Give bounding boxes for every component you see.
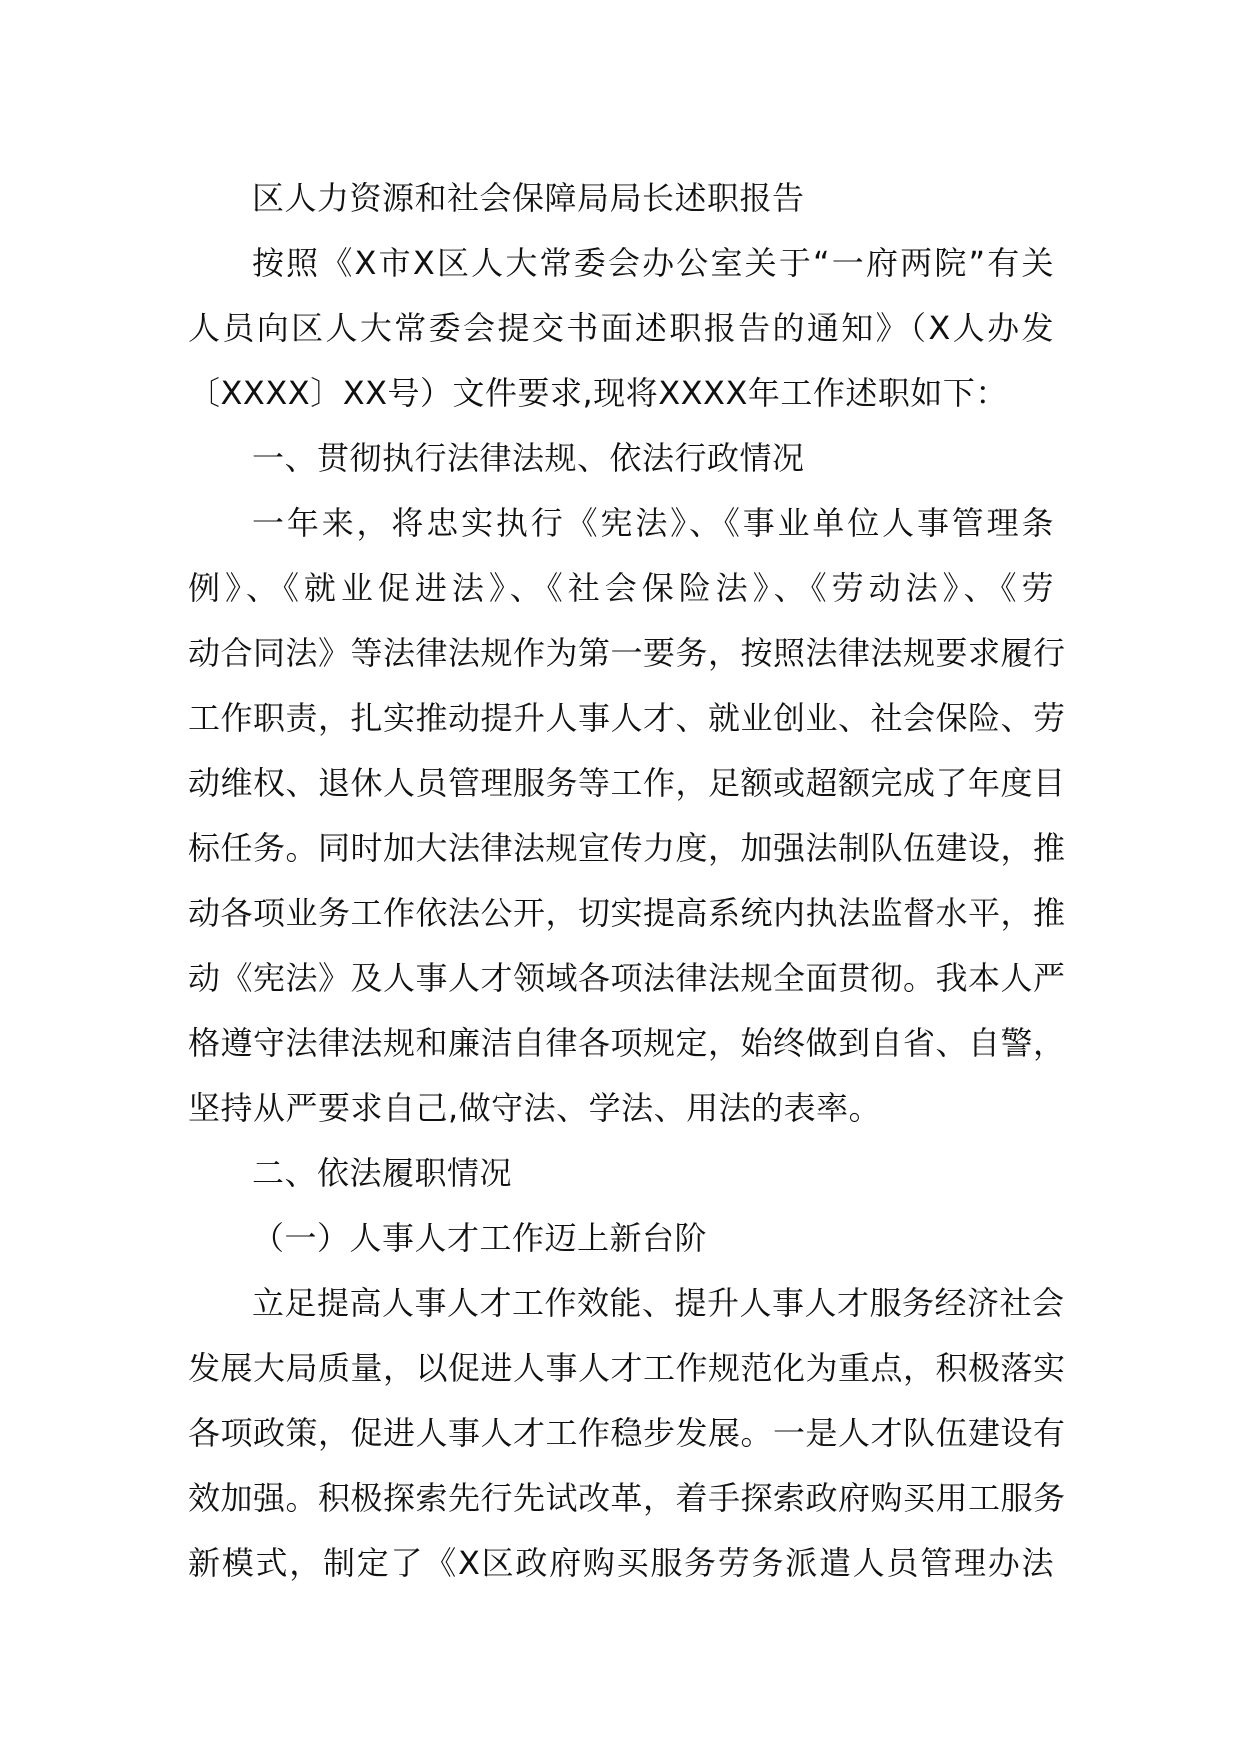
text-line: 格遵守法律法规和廉洁自律各项规定，始终做到自省、自警，	[188, 1024, 1066, 1062]
text-line: 例》、《就业促进法》、《社会保险法》、《劳动法》、《劳	[188, 569, 1054, 607]
text-line: 各项政策，促进人事人才工作稳步发展。一是人才队伍建设有	[188, 1414, 1066, 1452]
text-line: 一年来，将忠实执行《宪法》、《事业单位人事管理条	[252, 504, 1054, 542]
text-line: 动《宪法》及人事人才领域各项法律法规全面贯彻。我本人严	[188, 959, 1066, 997]
text-line: 按照《X市X区人大常委会办公室关于“一府两院”有关	[252, 244, 1054, 282]
document-body	[188, 166, 1066, 1596]
text-line: 工作职责，扎实推动提升人事人才、就业创业、社会保险、劳	[188, 699, 1066, 737]
text-line: 〔XXXX〕XX号）文件要求,现将XXXX年工作述职如下：	[188, 374, 1008, 412]
text-line: 新模式，制定了《X区政府购买服务劳务派遣人员管理办法	[188, 1544, 1054, 1582]
text-line: 标任务。同时加大法律法规宣传力度，加强法制队伍建设，推	[188, 829, 1066, 867]
text-line: 发展大局质量，以促进人事人才工作规范化为重点，积极落实	[188, 1349, 1066, 1387]
text-line: 效加强。积极探索先行先试改革，着手探索政府购买用工服务	[188, 1479, 1066, 1517]
text-line: 坚持从严要求自己,做守法、学法、用法的表率。	[188, 1089, 882, 1127]
text-line: 立足提高人事人才工作效能、提升人事人才服务经济社会	[252, 1284, 1065, 1322]
text-line: 一、贯彻执行法律法规、依法行政情况	[252, 439, 805, 477]
text-line: 动合同法》等法律法规作为第一要务，按照法律法规要求履行	[188, 634, 1066, 672]
text-line: 人员向区人大常委会提交书面述职报告的通知》（X人办发	[188, 309, 1054, 347]
document-text	[188, 231, 1066, 1596]
text-line: 动各项业务工作依法公开，切实提高系统内执法监督水平，推	[188, 894, 1066, 932]
text-line: 二、依法履职情况	[252, 1154, 513, 1192]
text-line: （一）人事人才工作迈上新台阶	[252, 1219, 708, 1257]
document-title: 区人力资源和社会保障局局长述职报告	[252, 179, 805, 217]
text-line: 动维权、退休人员管理服务等工作，足额或超额完成了年度目	[188, 764, 1066, 802]
